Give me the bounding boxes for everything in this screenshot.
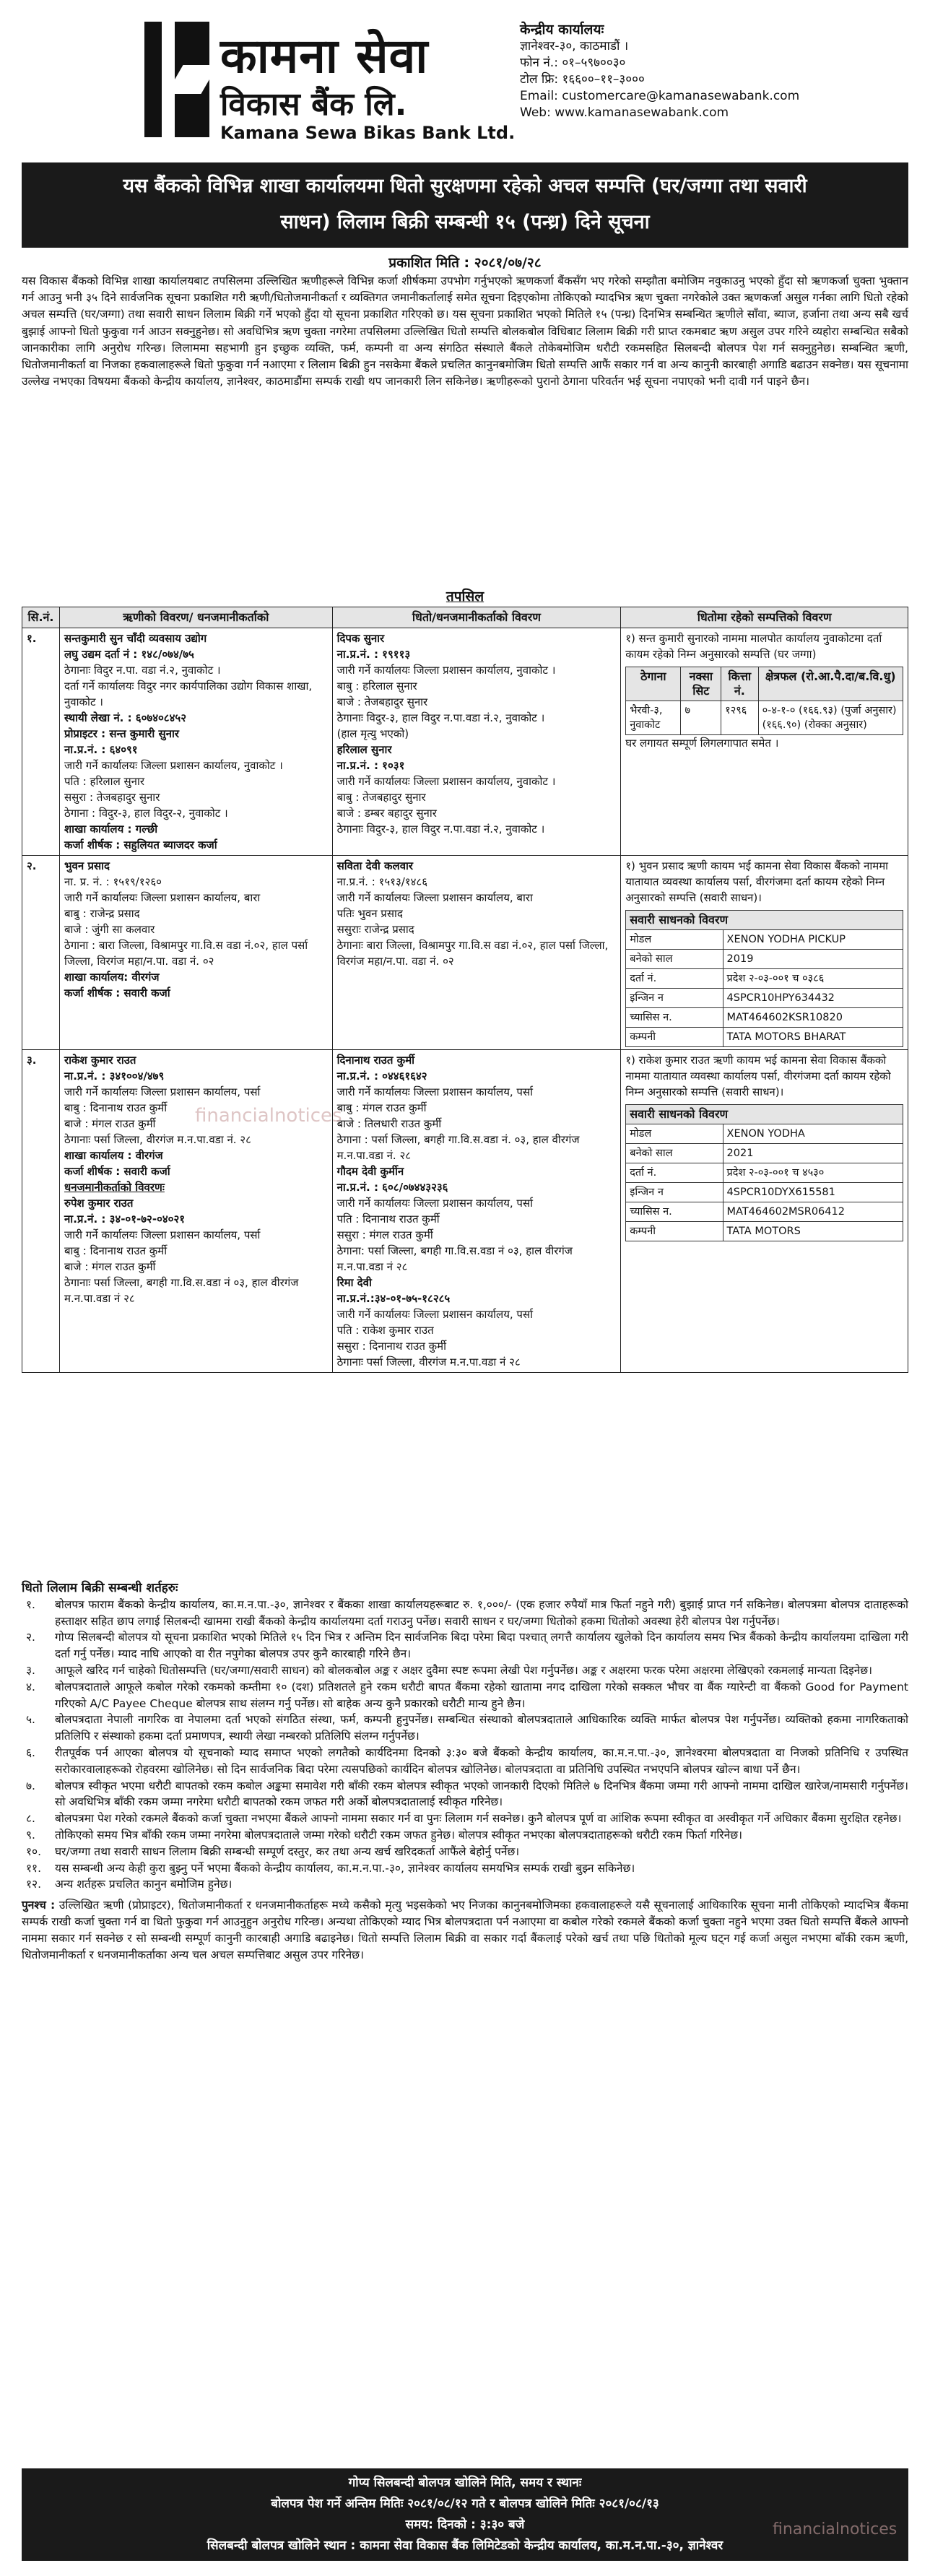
borrower-line: कर्जा शीर्षक : सवारी कर्जा (64, 986, 170, 999)
guarantor-line: बाजे : तिलधारी राउत कुर्मी (336, 1117, 442, 1130)
term-number: १. (26, 1597, 35, 1611)
footer-line4: सिलबन्दी बोलपत्र खोलिने स्थान : कामना सेवा विकास बैंक लिमिटेडको केन्द्रीय कार्यालय, का.म.न.पा.-३०, ज्ञानेश्वर (207, 2538, 723, 2553)
watermark: financialnotices (195, 1105, 342, 1127)
borrower-line: ठेगानाः विदुर न.पा. वडा नं.२, नुवाकोट । (64, 664, 221, 677)
guarantor-cell (332, 628, 621, 856)
land-cell: १२९६ (721, 701, 758, 735)
term-number: २. (26, 1631, 35, 1644)
col-guarantor: धितो/धनजमानीकर्ताको विवरण (332, 607, 621, 628)
guarantor-line: (हाल मृत्यु भएको) (336, 727, 409, 740)
vehicle-value: प्रदेश २-०३-००१ च ४५३० (723, 1163, 903, 1183)
vehicle-row (626, 1222, 903, 1241)
land-table (625, 667, 903, 735)
guarantor-line: ठेगाना: पर्सा जिल्ला, बगही गा.वि.स.वडा नं ०३, हाल वीरगंज म.न.पा.वडा नं २८ (336, 1244, 573, 1273)
term-text: बोलपत्र स्वीकृत भएमा धरौटी बापतको रकम कबोल अङ्कमा समावेश गरी बाँकी रकम बोलपत्र स्वीकृत भएको जानकारी दिएको मितिले ७ दिनभित्र बैंकमा जम्मा गरी आफ्नो नाममा दाखिल खारेज/नामसारी गर्नुपर्नेछ। सो अवधिभित्र बाँकी रकम जम्मा नगरेमा धरौटी बापतको रकम जफत गरी अर्को बोलपत्रदातालाई स्वीकृत गरिनेछ। (55, 1779, 908, 1809)
borrower-line: धनजमानीकर्ताको विवरणः (64, 1181, 165, 1194)
bank-name-english: Kamana Sewa Bikas Bank Ltd. (220, 123, 516, 143)
term-item (22, 1860, 908, 1877)
guarantor-line: ना.प्र.नं. : १९११३ (336, 648, 411, 661)
borrower-line: ठेगानाः पर्सा जिल्ला, बगही गा.वि.स.वडा नं ०३, हाल वीरगंज म.न.पा.वडा नं २८ (64, 1276, 299, 1305)
footer-line1: गोप्य सिलबन्दी बोलपत्र खोलिने मिति, समय र स्थानः (348, 2476, 582, 2490)
term-number: ४. (26, 1680, 35, 1694)
postscript (22, 1897, 908, 1963)
borrower-line: जारी गर्ने कार्यालयः जिल्ला प्रशासन कार्यालय, पर्सा (64, 1085, 261, 1098)
term-text: बोलपत्रदाता नेपाली नागरिक वा नेपालमा दर्ता भएको संगठित संस्था, फर्म, कम्पनी हुनुपर्नेछ। सम्बन्धित संस्थाको बोलपत्रदाताले आधिकारिक व्यक्ति मार्फत बोलपत्र पेश गर्नुपर्नेछ। व्यक्तिको हकमा नागरिकताको प्रतिलिपि र संस्थाको हकमा दर्ता प्रमाणपत्र, स्थायी लेखा नम्बरको प्रतिलिपि संलग्न गर्नुपर्नेछ। (55, 1713, 908, 1743)
term-item (22, 1745, 908, 1778)
borrower-line: ना.प्र.नं. : ३४१००४/४७९ (64, 1070, 165, 1083)
guarantor-line: ससुराः राजेन्द्र प्रसाद (336, 923, 414, 936)
guarantor-line: हरिलाल सुनार (336, 743, 392, 756)
row-sn: १. (22, 628, 60, 856)
notice-page (22, 14, 908, 2562)
guarantor-line: गौदम देवी कुर्मीन (336, 1165, 404, 1178)
borrower-line: सन्तकुमारी सुन चाँदी व्यवसाय उद्योग (64, 632, 207, 645)
term-text: अन्य शर्तहरू प्रचलित कानुन बमोजिम हुनेछ। (55, 1878, 232, 1891)
term-text: बोलपत्रमा पेश गरेको रकमले बैंकको कर्जा चुक्ता नभएमा बैंकले आफ्नो नाममा सकार गर्न वा पुनः लिलाम गर्न सक्नेछ। कुनै बोलपत्र पूर्ण वा आंशिक रूपमा स्वीकृत वा अस्वीकृत गर्ने अधिकार बैंकमा सुरक्षित रहनेछ। (55, 1812, 902, 1826)
term-number: १०. (26, 1844, 42, 1858)
term-number: ५. (26, 1713, 35, 1727)
vehicle-row (626, 950, 903, 969)
guarantor-line: पति : राकेश कुमार राउत (336, 1324, 434, 1337)
term-text: रीतपूर्वक पर्न आएका बोलपत्र यो सूचनाको म्याद समाप्त भएको लगतैको कार्यदिनमा दिनको ३:३० बजे बैंकको केन्द्रीय कार्यालय, का.म.न.पा.-३०, ज्ञानेश्वरमा बोलपत्रदाता वा निजको प्रतिनिधि र उपस्थित सरोकारवालाहरूको रोहवरमा खोलिनेछ। सो दिन सार्वजनिक बिदा परेमा त्यसपछिको कार्यदिन बोलपत्र खोलिनेछ। बोलपत्रदाता वा प्रतिनिधि उपस्थित नभएपनि बोलपत्र खोल्न बाधा पर्ने छैन। (55, 1745, 908, 1776)
land-row (626, 701, 903, 735)
office-title: केन्द्रीय कार्यालयः (520, 22, 604, 38)
guarantor-line: बाबु : हरिलाल सुनार (336, 680, 417, 693)
intro-paragraph: यस विकास बैंकको विभिन्न शाखा कार्यालयबाट तपसिलमा उल्लिखित ऋणीहरूले विभिन्न कर्जा शीर्षकमा उपभोग गर्नुभएको ऋणकर्जा बैंकसँग भए गरेको सम्झौता बमोजिम नवुकाउनु भएको हुँदा सो ऋणकर्जा चुक्ता भुक्तान गर्न आउनु भनी ३५ दिने सार्वजनिक सूचना प्रकाशित गरी ऋणी/धितोजमानीकर्ता र व्यक्तिगत जमानीकर्तालाई समेत सूचना दिइएकोमा तोकिएको म्यादभित्र ऋण चुक्ता नगरेकोले उक्त ऋणकर्जा असुल गर्नका लागि धितो रहेको अचल सम्पत्ति (घर/जग्गा) तथा सवारी साधन लिलाम बिक्री गर्ने भएको हुँदा यो सूचना प्रकाशित गरिएको छ। यस सूचना प्रकाशित भएको मितिले १५ (पन्ध्र) दिनभित्र सम्बन्धित ऋणीले साँवा, ब्याज, हर्जाना तथा अन्य सबै खर्च बुझाई आफ्नो धितो फुकुवा गर्न आउन सक्नुहुनेछ। सो अवधिभित्र ऋण चुक्ता नगरेमा तपसिलमा उल्लिखित धितो सम्पत्ति बोलकबोल विधिबाट लिलाम बिक्री गरी प्राप्त रकमबाट ऋण असुल उपर गरिने व्यहोरा सम्बन्धित सबैको जानकारीका लागि अनुरोध गरिन्छ। लिलाममा सहभागी हुन इच्छुक व्यक्ति, फर्म, कम्पनी वा अन्य संगठित संस्थाले बैंकले तोकेबमोजिम धरौटी रकमसहित सिलबन्दी बोलपत्र पेश गर्न सक्नुहुनेछ। सम्बन्धित ऋणी, धितोजमानीकर्ता वा निजका हकवालाहरूले धितो फुकुवा गर्न नआएमा र लिलाम बिक्री हुन नसकेमा बैंकले प्रचलित कानुनबमोजिम धितो सम्पत्ति आफैं सकार गर्न वा अन्य कानुनी कारबाही अगाडि बढाउन सक्नेछ। यस सूचनामा उल्लेख नभएका विषयमा बैंकको केन्द्रीय कार्यालय, ज्ञानेश्वर, काठमाडौंमा सम्पर्क राखी थप जानकारी लिन सकिनेछ। ऋणीहरूको पुरानो ठेगाना परिवर्तन भई सूचना नपाएको भनी दावी गर्न पाइने छैन। (22, 274, 908, 389)
borrower-line: लघु उद्यम दर्ता नं : १४८/०७४/७५ (64, 648, 194, 661)
land-col: नक्सा सिट (681, 667, 721, 701)
term-number: ८. (26, 1812, 35, 1826)
schedule-row (22, 856, 908, 1050)
guarantor-line: रिमा देवी (336, 1276, 372, 1289)
vehicle-field: दर्ता नं. (626, 1163, 723, 1183)
borrower-line: ससुरा : तेजबहादुर सुनार (64, 791, 160, 804)
borrower-line: ना.प्र.नं. : ३४-०१-७२-०४०२१ (64, 1213, 186, 1226)
bank-logo (144, 22, 209, 137)
vehicle-row (626, 930, 903, 950)
vehicle-table (625, 1104, 903, 1241)
vehicle-row (626, 989, 903, 1008)
office-phone: फोन नं.: ०१–५९७००३० (520, 56, 626, 70)
land-cell: भैरवी-३, नुवाकोट (626, 701, 681, 735)
office-line: ज्ञानेश्वर-३०, काठमाडौं । (520, 39, 629, 53)
term-item (22, 1597, 908, 1630)
schedule-row (22, 628, 908, 856)
property-cell (621, 856, 908, 1050)
borrower-line: जारी गर्ने कार्यालयः जिल्ला प्रशासन कार्यालय, पर्सा (64, 1228, 261, 1241)
land-cell: ७ (681, 701, 721, 735)
term-item (22, 1679, 908, 1712)
footer-line3: समय: दिनको : ३:३० बजे (405, 2518, 525, 2532)
term-item (22, 1629, 908, 1662)
property-cell (621, 1050, 908, 1373)
vehicle-value: 2019 (723, 950, 903, 969)
guarantor-line: ठेगानाः विदुर-३, हाल विदुर न.पा.वडा नं.२, नुवाकोट । (336, 711, 545, 724)
guarantor-line: जारी गर्ने कार्यालयः जिल्ला प्रशासन कार्यालय, बारा (336, 891, 533, 904)
guarantor-line: ना.प्र.नं. : १५१३/१४८६ (336, 875, 427, 888)
term-number: ३. (26, 1663, 35, 1677)
vehicle-row (626, 1183, 903, 1202)
borrower-cell (59, 1050, 332, 1373)
borrower-line: जारी गर्ने कार्यालयः जिल्ला प्रशासन कार्यालय, बारा (64, 891, 261, 904)
schedule-body (22, 628, 908, 1373)
vehicle-value: MAT464602MSR06412 (723, 1202, 903, 1222)
term-text: बोलपत्र फाराम बैंकको केन्द्रीय कार्यालय, का.म.न.पा.-३०, ज्ञानेश्वर र बैंकका शाखा कार्यालयहरूबाट रु. १,०००/- (एक हजार रुपैयाँ मात्र फिर्ता नहुने गरी) बुझाई प्राप्त गर्न सकिनेछ। बोलपत्रमा बोलपत्र दाताहरूको हस्ताक्षर सहित छाप लगाई सिलबन्दी खाममा राखी बैंकको केन्द्रीय कार्यालयमा दर्ता गराउनु पर्नेछ। सवारी साधन र घर/जग्गा धितोको हकमा धितोको अवस्था हेरी बोलपत्र पेश गर्नुपर्नेछ। (55, 1597, 908, 1628)
footer-line2: बोलपत्र पेश गर्ने अन्तिम मितिः २०८१/०८/१२ गते र बोलपत्र खोलिने मितिः २०८१/०८/१३ (271, 2497, 659, 2511)
vehicle-value: 4SPCR10DYX615581 (723, 1183, 903, 1202)
term-text: आफूले खरिद गर्न चाहेको धितोसम्पत्ति (घर/जग्गा/सवारी साधन) को बोलकबोल अङ्क र अक्षर दुवैमा स्पष्ट रूपमा लेखी पेश गर्नुपर्नेछ। अङ्क र अक्षरमा फरक परेमा अक्षरमा लेखिएको रकमलाई मान्यता दिइनेछ। (55, 1663, 873, 1677)
borrower-line: बाजे : मंगल राउत कुर्मी (64, 1117, 156, 1130)
term-item (22, 1810, 908, 1827)
borrower-line: स्थायी लेखा नं. : ६०७४०८४५२ (64, 711, 187, 724)
term-number: ६. (26, 1745, 35, 1759)
guarantor-cell (332, 856, 621, 1050)
borrower-line: राकेश कुमार राउत (64, 1054, 136, 1067)
vehicle-row (626, 1202, 903, 1222)
borrower-line: जारी गर्ने कार्यालयः जिल्ला प्रशासन कार्यालय, नुवाकोट । (64, 759, 283, 772)
property-intro: १) राकेश कुमार राउत ऋणी कायम भई कामना सेवा विकास बैंकको नाममा यातायात व्यवस्था कार्यालय पर्सा, वीरगंजमा दर्ता कायम रहेको निम्न अनुसारको सम्पत्ति (सवारी साधन)। (625, 1054, 891, 1098)
borrower-line: पति : हरिलाल सुनार (64, 775, 144, 788)
vehicle-value: XENON YODHA (723, 1124, 903, 1144)
borrower-line: बाजे : मंगल राउत कुर्मी (64, 1260, 156, 1273)
land-cell: ०-४-१-० (१६६.९३) (पुर्जा अनुसार) (१६६.९०) (रोक्का अनुसार) (758, 701, 903, 735)
term-text: गोप्य सिलबन्दी बोलपत्र यो सूचना प्रकाशित भएको मितिले १५ दिन भित्र र अन्तिम दिन सार्वजनिक बिदा परेमा बिदा पश्चात् लगत्तै कार्यालय खुलेको दिन कार्यालय समय भित्र बैंकको केन्द्रीय कार्यालयमा दाखिला गरी दर्ता गर्नु पर्नेछ। म्याद नाघि आएको वा रीत नपुगेका बोलपत्र उपर कुनै कारबाही गरिने छैन। (55, 1631, 908, 1661)
guarantor-line: सविता देवी कलवार (336, 859, 414, 872)
borrower-cell (59, 856, 332, 1050)
property-intro: १) भुवन प्रसाद ऋणी कायम भई कामना सेवा विकास बैंकको नाममा यातायात व्यवस्था कार्यालय पर्सा, वीरगंजमा दर्ता कायम रहेको निम्न अनुसारको सम्पत्ति (सवारी साधन)। (625, 859, 889, 904)
vehicle-table (625, 910, 903, 1047)
vehicle-header (626, 911, 903, 930)
vehicle-row (626, 1028, 903, 1047)
vehicle-row (626, 1008, 903, 1028)
vehicle-row (626, 969, 903, 989)
property-note: घर लगायत सम्पूर्ण लिगलगापात समेत । (625, 737, 779, 750)
postscript-label: पुनश्च : (22, 1899, 56, 1912)
vehicle-value: 2021 (723, 1144, 903, 1163)
vehicle-row (626, 1144, 903, 1163)
guarantor-cell (332, 1050, 621, 1373)
guarantor-line: ससुरा : मंगल राउत कुर्मी (336, 1228, 433, 1241)
guarantor-line: ना.प्र.नं.:३४-०१-७५-१८२८५ (336, 1292, 451, 1305)
borrower-line: कर्जा शीर्षक : सहुलियत ब्याजदर कर्जा (64, 838, 217, 851)
published-date: प्रकाशित मिति : २०८१/०७/२८ (388, 255, 542, 271)
guarantor-line: जारी गर्ने कार्यालयः जिल्ला प्रशासन कार्यालय, पर्सा (336, 1197, 533, 1210)
land-col: ठेगाना (626, 667, 681, 701)
col-sn: सि.नं. (22, 607, 60, 628)
header (22, 14, 908, 162)
borrower-line: ठेगाना : विदुर-३, हाल विदुर-२, नुवाकोट । (64, 807, 228, 820)
guarantor-line: ना.प्र.नं. : ६०८/०७४४३२३६ (336, 1181, 448, 1194)
row-sn: २. (22, 856, 60, 1050)
guarantor-line: पतिः भुवन प्रसाद (336, 907, 403, 920)
term-item (22, 1778, 908, 1811)
guarantor-line: दिपक सुनार (336, 632, 385, 645)
guarantor-line: पति : दिनानाथ राउत कुर्मी (336, 1213, 440, 1226)
term-item (22, 1876, 908, 1893)
term-text: तोकिएको समय भित्र बाँकी रकम जम्मा नगरेमा बोलपत्रदाताले जम्मा गरेको धरौटी रकम जफत हुनेछ। बोलपत्र स्वीकृत नभएका बोलपत्रदाताहरूको धरौटी रकम फिर्ता गरिनेछ। (55, 1828, 743, 1842)
vehicle-header (626, 1105, 903, 1124)
borrower-line: भुवन प्रसाद (64, 859, 110, 872)
borrower-line: ना. प्र. नं. : १५१९/१२६० (64, 875, 162, 888)
borrower-line: दर्ता गर्ने कार्यालयः विदुर नगर कार्यपालिका उद्योग विकास शाखा, नुवाकोट । (64, 680, 313, 708)
borrower-line: शाखा कार्यालय: वीरगंज (64, 971, 160, 984)
borrower-line: ठेगानाः पर्सा जिल्ला, वीरगंज म.न.पा.वडा नं. २८ (64, 1133, 251, 1146)
terms-heading: धितो लिलाम बिक्री सम्बन्धी शर्तहरुः (22, 1581, 178, 1595)
vehicle-field: बनेको साल (626, 1144, 723, 1163)
vehicle-value: TATA MOTORS (723, 1222, 903, 1241)
vehicle-field: कम्पनी (626, 1028, 723, 1047)
bank-name-nepali-suffix: विकास बैंक लि. (220, 86, 407, 123)
borrower-line: कर्जा शीर्षक : सवारी कर्जा (64, 1165, 170, 1178)
terms-list (22, 1597, 908, 1893)
property-intro: १) सन्त कुमारी सुनारको नाममा मालपोत कार्यालय नुवाकोटमा दर्ता कायम रहेको निम्न अनुसारको सम्पत्ति (घर जग्गा) (625, 632, 882, 661)
term-number: ७. (26, 1779, 35, 1792)
borrower-line: बाबु : राजेन्द्र प्रसाद (64, 907, 140, 920)
office-email: Email: customercare@kamanasewabank.com (520, 89, 800, 103)
vehicle-field: च्यासिस न. (626, 1008, 723, 1028)
vehicle-value: MAT464602KSR10820 (723, 1008, 903, 1028)
guarantor-line: ना.प्र.नं. : १०३१ (336, 759, 405, 772)
col-borrower: ऋणीको विवरण/ धनजमानीकर्ताको (59, 607, 332, 628)
col-property: धितोमा रहेको सम्पत्तिको विवरण (621, 607, 908, 628)
term-text: घर/जग्गा तथा सवारी साधन लिलाम बिक्री सम्बन्धी सम्पूर्ण दस्तुर, कर तथा अन्य खर्च खरिदकर्ता आफैंले बेहोर्नु पर्नेछ। (55, 1844, 520, 1858)
guarantor-line: ना.प्र.नं. : ०४४६१६४२ (336, 1070, 427, 1083)
guarantor-line: दिनानाथ राउत कुर्मी (336, 1054, 415, 1067)
office-tollfree: टोल फ्रि: १६६००–११–३००० (520, 72, 645, 87)
vehicle-heading: सवारी साधनको विवरण (626, 1105, 903, 1124)
footer-banner (22, 2468, 908, 2561)
borrower-line: ना.प्र.नं. : ६४०९१ (64, 743, 138, 756)
notice-title-line1: यस बैंकको विभिन्न शाखा कार्यालयमा धितो सुरक्षणमा रहेको अचल सम्पत्ति (घर/जग्गा तथा सवारी (123, 175, 807, 197)
guarantor-line: बाजे : डम्बर बहादुर सुनार (336, 807, 437, 820)
row-sn: ३. (22, 1050, 60, 1373)
vehicle-field: इन्जिन न (626, 989, 723, 1008)
bank-name-nepali: कामना सेवा (220, 28, 429, 84)
guarantor-line: बाबु : तेजबहादुर सुनार (336, 791, 426, 804)
term-number: १२. (26, 1878, 42, 1891)
vehicle-field: दर्ता नं. (626, 969, 723, 989)
term-number: ११. (26, 1861, 42, 1875)
guarantor-line: जारी गर्ने कार्यालयः जिल्ला प्रशासन कार्यालय, पर्सा (336, 1085, 533, 1098)
guarantor-line: जारी गर्ने कार्यालयः जिल्ला प्रशासन कार्यालय, नुवाकोट । (336, 775, 556, 788)
land-header (626, 667, 903, 701)
vehicle-field: च्यासिस न. (626, 1202, 723, 1222)
vehicle-value: XENON YODHA PICKUP (723, 930, 903, 950)
borrower-line: रुपेश कुमार राउत (64, 1197, 134, 1210)
borrower-line: शाखा कार्यालय : वीरगंज (64, 1149, 163, 1162)
guarantor-line: ठेगाना : पर्सा जिल्ला, बगही गा.वि.स.वडा नं. ०३, हाल वीरगंज म.न.पा.वडा नं. २८ (336, 1133, 580, 1162)
vehicle-row (626, 1124, 903, 1144)
borrower-line: बाबु : दिनानाथ राउत कुर्मी (64, 1101, 168, 1114)
guarantor-line: जारी गर्ने कार्यालयः जिल्ला प्रशासन कार्यालय, नुवाकोट । (336, 664, 556, 677)
guarantor-line: ठेगानाः विदुर-३, हाल विदुर न.पा.वडा नं.२, नुवाकोट । (336, 823, 545, 836)
schedule-table (22, 607, 908, 1373)
guarantor-line: बाजे : तेजबहादुर सुनार (336, 695, 428, 708)
guarantor-line: ठेगानाः बारा जिल्ला, विश्रामपुर गा.वि.स वडा नं.०२, हाल पर्सा जिल्ला, विरगंज महा/न.पा. वडा नं. ०२ (336, 939, 609, 968)
vehicle-value: प्रदेश २-०३-००१ च ०३८६ (723, 969, 903, 989)
vehicle-field: बनेको साल (626, 950, 723, 969)
schedule-heading: तपसिल (446, 589, 484, 604)
term-item (22, 1712, 908, 1745)
guarantor-line: जारी गर्ने कार्यालयः जिल्ला प्रशासन कार्यालय, पर्सा (336, 1308, 533, 1321)
office-web: Web: www.kamanasewabank.com (520, 105, 729, 120)
vehicle-heading: सवारी साधनको विवरण (626, 911, 903, 930)
borrower-line: प्रोप्राइटर : सन्त कुमारी सुनार (64, 727, 179, 740)
borrower-line: बाबु : दिनानाथ राउत कुर्मी (64, 1244, 168, 1257)
guarantor-line: ठेगानाः पर्सा जिल्ला, वीरगंज म.न.पा.वडा नं २८ (336, 1356, 521, 1369)
borrower-line: शाखा कार्यालय : गल्छी (64, 823, 158, 836)
notice-title-banner (22, 162, 908, 248)
postscript-text: उल्लिखित ऋणी (प्रोप्राइटर), धितोजमानीकर्ता र धनजमानीकर्ताहरू मध्ये कसैको मृत्यु भइसकेको भए निजका कानुनबमोजिमका हकवालाहरूले यसै सूचनालाई आधिकारिक सूचना मानी तोकिएको म्यादभित्र बैंकमा सम्पर्क राखी कर्जा चुक्ता गर्न वा धितो फुकुवा गर्न आउनुहुन अनुरोध गरिन्छ। अन्यथा तोकिएको म्याद भित्र बोलपत्रदाता पर्न नआएमा वा कबोल गरेको रकमले बैंकको कर्जा चुक्ता नहुने भएमा उक्त धितो सम्पत्ति बैंकले आफ्नो नाममा सकार गर्न सक्नेछ र सो सम्बन्धी सम्पूर्ण कानुनी कारबाही अगाडि बढाइनेछ। धितो सम्पत्ति लिलाम बिक्री वा सकार गर्दा बैंकलाई परेको खर्च तथा पछि धितोको मूल्य घट्न गई कर्जा असुल नभएमा बाँकी रकम ऋणी, धितोजमानीकर्ता र धनजमानीकर्ताका अन्य चल अचल सम्पत्तिबाट असुल उपर गरिनेछ। (22, 1899, 909, 1961)
property-cell (621, 628, 908, 856)
vehicle-value: TATA MOTORS BHARAT (723, 1028, 903, 1047)
borrower-cell (59, 628, 332, 856)
schedule-row (22, 1050, 908, 1373)
guarantor-line: बाबु : मंगल राउत कुर्मी (336, 1101, 427, 1114)
vehicle-field: मोडल (626, 930, 723, 950)
term-number: ९. (26, 1828, 35, 1842)
term-text: यस सम्बन्धी अन्य केही कुरा बुझ्नु पर्ने भएमा बैंकको केन्द्रीय कार्यालय, का.म.न.पा.-३०, ज्ञानेश्वर कार्यालय समयभित्र सम्पर्क राखी बुझ्न सकिनेछ। (55, 1861, 635, 1875)
watermark-footer: financialnotices (773, 2520, 898, 2538)
vehicle-value: 4SPCR10HPY634432 (723, 989, 903, 1008)
terms-section (22, 1580, 908, 1963)
notice-title-line2: साधन) लिलाम बिक्री सम्बन्धी १५ (पन्ध्र) दिने सूचना (280, 211, 650, 233)
land-col: क्षेत्रफल (रो.आ.पै.दा/ब.वि.धु) (758, 667, 903, 701)
land-col: कित्ता नं. (721, 667, 758, 701)
term-text: बोलपत्रदाताले आफूले कबोल गरेको रकमको कम्तीमा १० (दश) प्रतिशतले हुने रकम धरौटी बापत बैंकमा रहेको खातामा नगद दाखिला गरेको सक्कल भौचर वा बैंक ग्यारेन्टी वा बैंकको Good for Payment गरिएको A/C Payee Cheque बोलपत्र साथ संलग्न गर्नु पर्नेछ। सो बाहेक अन्य कुनै प्रकारको धरौटी मान्य हुने छैन। (55, 1680, 908, 1710)
term-item (22, 1844, 908, 1860)
term-item (22, 1662, 908, 1679)
borrower-line: ठेगाना : बारा जिल्ला, विश्रामपुर गा.वि.स वडा नं.०२, हाल पर्सा जिल्ला, विरगंज महा/न.पा. वडा नं. ०२ (64, 939, 308, 968)
schedule-header-row (22, 607, 908, 628)
guarantor-line: ससुरा : दिनानाथ राउत कुर्मी (336, 1340, 447, 1353)
term-item (22, 1827, 908, 1844)
central-office-block (520, 22, 895, 121)
borrower-line: बाजे : जुंगी सा कलवार (64, 923, 155, 936)
vehicle-row (626, 1163, 903, 1183)
vehicle-field: इन्जिन न (626, 1183, 723, 1202)
vehicle-field: मोडल (626, 1124, 723, 1144)
vehicle-field: कम्पनी (626, 1222, 723, 1241)
